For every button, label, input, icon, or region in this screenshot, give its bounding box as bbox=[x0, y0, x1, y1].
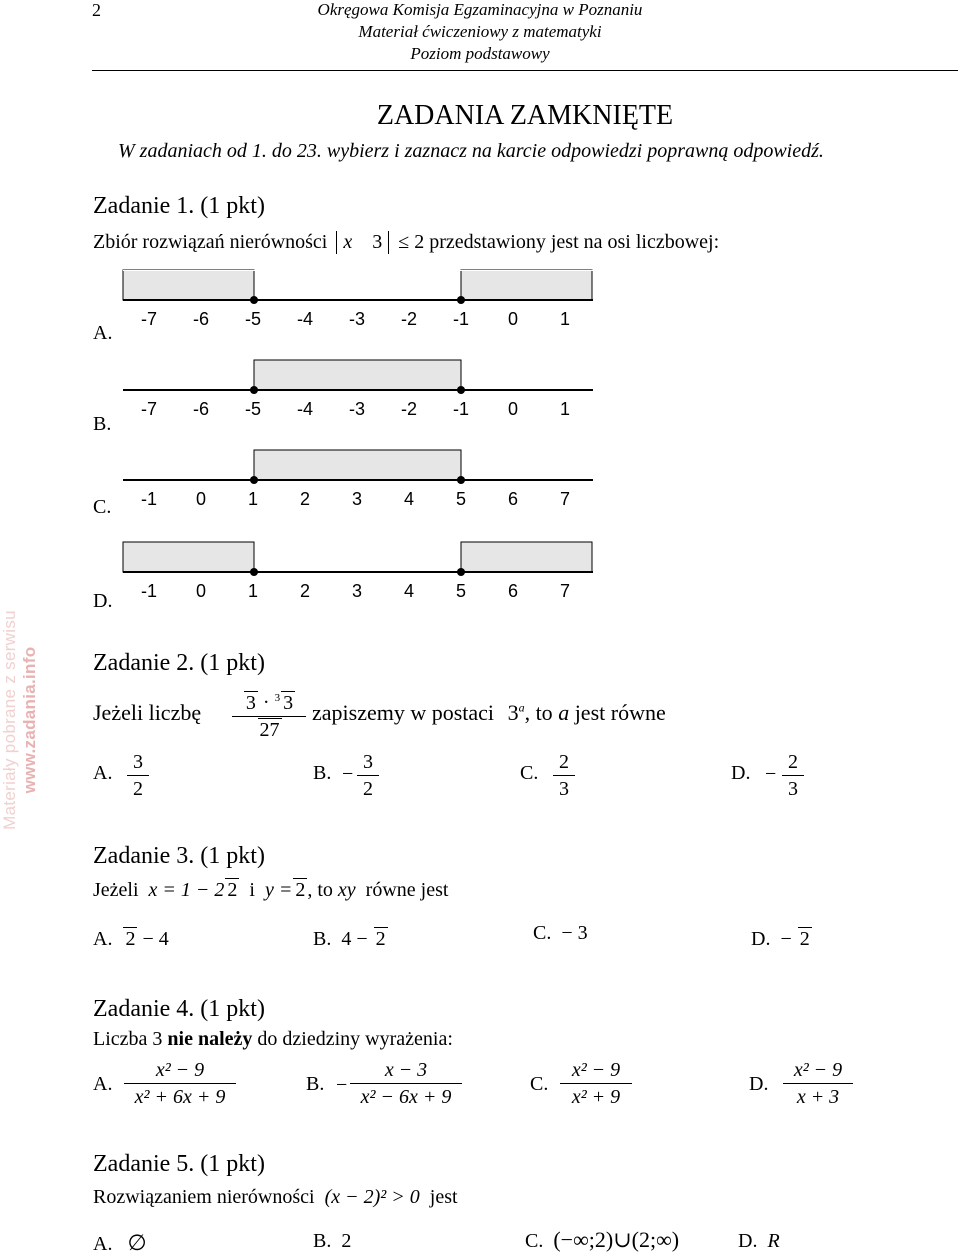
tick-label: -3 bbox=[348, 309, 366, 329]
task3-heading: Zadanie 3. (1 pkt) bbox=[93, 843, 265, 869]
task5-option-c[interactable]: C. (−∞;2)∪(2;∞) bbox=[525, 1227, 680, 1252]
tick-label: 6 bbox=[507, 489, 519, 509]
task4-option-b-sign: − bbox=[336, 1074, 348, 1096]
tick-label: 0 bbox=[195, 489, 207, 509]
task2-option-b-value: $\frac{3}{2}$ bbox=[357, 749, 379, 802]
endpoint bbox=[250, 568, 258, 576]
tick-label: -6 bbox=[192, 309, 210, 329]
number-line-c bbox=[118, 448, 598, 520]
task2-option-c-label[interactable]: C. bbox=[520, 762, 539, 784]
option-c-label[interactable]: C. bbox=[93, 496, 112, 518]
task2-option-a-label[interactable]: A. bbox=[93, 762, 113, 784]
tick-label: 0 bbox=[195, 581, 207, 601]
endpoint bbox=[457, 296, 465, 304]
task3-option-a[interactable]: A. 2 − 4 bbox=[93, 928, 169, 950]
task4-option-c-label[interactable]: C. bbox=[530, 1073, 549, 1095]
tick-label: 1 bbox=[559, 399, 571, 419]
task2-option-c-value: $\frac{2}{3}$ bbox=[553, 749, 575, 802]
shaded-interval bbox=[254, 450, 461, 480]
header-institution: Okręgowa Komisja Egzaminacyjna w Poznaniu bbox=[317, 0, 643, 19]
task2-option-d-sign: − bbox=[765, 763, 777, 785]
tick-label: 3 bbox=[351, 581, 363, 601]
tick-label: -2 bbox=[400, 309, 418, 329]
tick-label: -3 bbox=[348, 399, 366, 419]
section-instruction: W zadaniach od 1. do 23. wybierz i zaznacz na karcie odpowiedzi poprawną odpowiedź. bbox=[118, 140, 824, 162]
task3-option-d[interactable]: D. − 2 bbox=[751, 928, 810, 950]
task2-text-mid: zapiszemy w postaci 3$^a$, to a jest równe bbox=[312, 700, 666, 725]
task2-option-b-label[interactable]: B. bbox=[313, 762, 332, 784]
tick-label: 0 bbox=[507, 309, 519, 329]
tick-label: 7 bbox=[559, 581, 571, 601]
tick-label: -4 bbox=[296, 399, 314, 419]
tick-label: 0 bbox=[507, 399, 519, 419]
tick-label: -1 bbox=[452, 309, 470, 329]
task2-heading: Zadanie 2. (1 pkt) bbox=[93, 650, 265, 676]
tick-label: 3 bbox=[351, 489, 363, 509]
tick-label: 2 bbox=[299, 489, 311, 509]
task4-option-c-value: $\frac{\text{x² − 9}}{\text{x² + 9}}$ bbox=[560, 1057, 632, 1110]
tick-label: -6 bbox=[192, 399, 210, 419]
tick-label: 4 bbox=[403, 489, 415, 509]
endpoint bbox=[250, 476, 258, 484]
task3-option-b[interactable]: B. 4 − 2 bbox=[313, 928, 386, 950]
tick-label: -5 bbox=[244, 309, 262, 329]
task4-option-a-label[interactable]: A. bbox=[93, 1073, 113, 1095]
tick-label: -1 bbox=[140, 581, 158, 601]
task5-option-d[interactable]: D. R bbox=[738, 1230, 780, 1252]
shaded-ray-right bbox=[461, 542, 592, 572]
tick-label: -1 bbox=[140, 489, 158, 509]
task1-heading: Zadanie 1. (1 pkt) bbox=[93, 193, 265, 219]
task5-heading: Zadanie 5. (1 pkt) bbox=[93, 1151, 265, 1177]
task3-statement: Jeżeli x = 1 − 2 2 i y = 2 , to xy równe jest bbox=[93, 879, 449, 901]
task5-option-b[interactable]: B. 2 bbox=[313, 1230, 352, 1252]
task2-text-before: Jeżeli liczbę bbox=[93, 700, 202, 725]
tick-label: 6 bbox=[507, 581, 519, 601]
header-level: Poziom podstawowy bbox=[410, 44, 550, 63]
shaded-ray-left bbox=[123, 270, 254, 300]
header-rule bbox=[92, 70, 958, 71]
task4-option-b-label[interactable]: B. bbox=[306, 1073, 325, 1095]
task3-option-c[interactable]: C. − 3 bbox=[533, 922, 588, 944]
option-b-label[interactable]: B. bbox=[93, 413, 112, 435]
tick-label: 1 bbox=[247, 489, 259, 509]
tick-label: -7 bbox=[140, 399, 158, 419]
section-title: ZADANIA ZAMKNIĘTE bbox=[376, 100, 674, 131]
shaded-interval bbox=[254, 360, 461, 390]
option-a-label[interactable]: A. bbox=[93, 322, 113, 344]
page-number: 2 bbox=[92, 0, 101, 20]
task4-option-b-value: $\frac{x - 3}{\text{x² − 6x + 9}}$ bbox=[350, 1057, 462, 1110]
task4-option-d-label[interactable]: D. bbox=[749, 1073, 769, 1095]
tick-label: -5 bbox=[244, 399, 262, 419]
tick-label: 5 bbox=[455, 581, 467, 601]
shaded-ray-left bbox=[123, 542, 254, 572]
endpoint bbox=[250, 296, 258, 304]
number-line-b bbox=[118, 358, 598, 430]
abs-value-expr: x 3 bbox=[336, 231, 389, 254]
tick-label: 1 bbox=[247, 581, 259, 601]
endpoint bbox=[457, 568, 465, 576]
task2-fraction: $\frac{3 \cdot ^3 3}{27}$ bbox=[232, 685, 306, 743]
endpoint bbox=[457, 386, 465, 394]
number-line-d bbox=[118, 540, 598, 612]
task5-statement: Rozwiązaniem nierówności (x − 2)² > 0 jest bbox=[93, 1186, 458, 1208]
task2-option-d-label[interactable]: D. bbox=[731, 762, 751, 784]
endpoint bbox=[457, 476, 465, 484]
task2-option-d-value: $\frac{2}{3}$ bbox=[782, 749, 804, 802]
task5-option-a[interactable]: A. ∅ bbox=[93, 1230, 147, 1255]
task4-statement: Liczba 3 nie należy do dziedziny wyrażenia: bbox=[93, 1028, 453, 1050]
task4-heading: Zadanie 4. (1 pkt) bbox=[93, 996, 265, 1022]
tick-label: 7 bbox=[559, 489, 571, 509]
task2-option-a-value: $\frac{3}{2}$ bbox=[127, 749, 149, 802]
task2-option-b-sign: − bbox=[342, 763, 354, 785]
tick-label: -4 bbox=[296, 309, 314, 329]
tick-label: 5 bbox=[455, 489, 467, 509]
option-d-label[interactable]: D. bbox=[93, 590, 113, 612]
tick-label: -1 bbox=[452, 399, 470, 419]
number-line-a bbox=[118, 268, 598, 340]
task4-option-a-value: $\frac{\text{x² − 9}}{\text{x² + 6x + 9}}$ bbox=[124, 1057, 236, 1110]
tick-label: -2 bbox=[400, 399, 418, 419]
watermark: Materiały pobrane z serwisu www.zadania.info bbox=[0, 610, 39, 830]
shaded-ray-right bbox=[461, 270, 592, 300]
task4-option-d-value: $\frac{\text{x² − 9}}{x + 3}$ bbox=[783, 1057, 853, 1110]
tick-label: -7 bbox=[140, 309, 158, 329]
tick-label: 2 bbox=[299, 581, 311, 601]
endpoint bbox=[250, 386, 258, 394]
tick-label: 1 bbox=[559, 309, 571, 329]
task1-statement: Zbiór rozwiązań nierówności x 3 ≤ 2 przedstawiony jest na osi liczbowej: bbox=[93, 231, 720, 253]
header-material: Materiał ćwiczeniowy z matematyki bbox=[358, 22, 602, 41]
tick-label: 4 bbox=[403, 581, 415, 601]
